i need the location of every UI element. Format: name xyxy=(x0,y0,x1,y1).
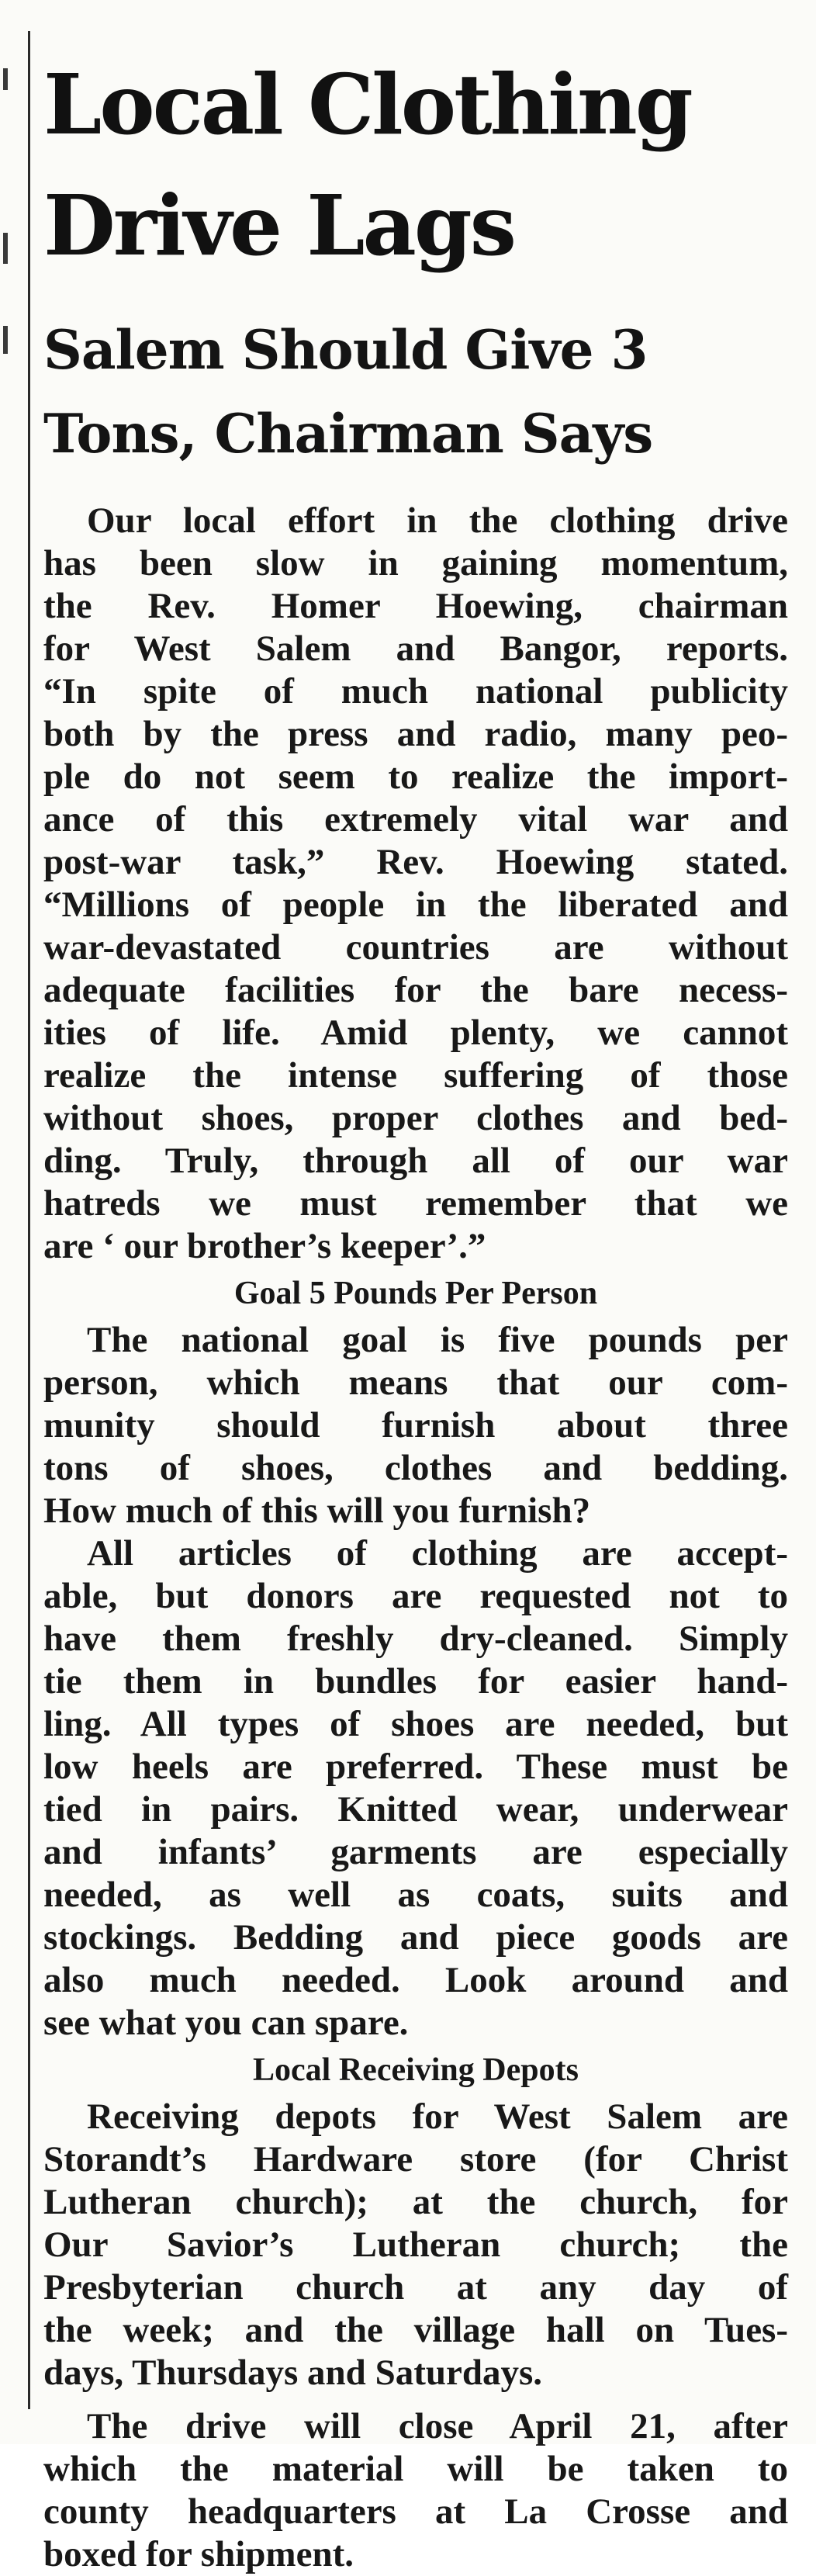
article-column xyxy=(43,45,788,2576)
text-line: hatreds we must remember that we xyxy=(43,1183,788,1224)
text-line: Lutheran church); at the church, for xyxy=(43,2182,788,2222)
text-line: the Rev. Homer Hoewing, chairman xyxy=(43,586,788,626)
text-line: both by the press and radio, many peo- xyxy=(43,714,788,754)
paragraph xyxy=(43,1532,788,2045)
text-line: “Millions of people in the liberated and xyxy=(43,885,788,925)
paragraph xyxy=(43,2405,788,2576)
text-line: have them freshly dry-cleaned. Simply xyxy=(43,1619,788,1659)
text-line: also much needed. Look around and xyxy=(43,1960,788,2000)
text-line: tie them in bundles for easier hand- xyxy=(43,1661,788,1702)
section-heading: Goal 5 Pounds Per Person xyxy=(233,1276,598,1311)
text-line: “In spite of much national publicity xyxy=(43,671,788,712)
column-rule xyxy=(28,31,30,2409)
text-line: Our Savior’s Lutheran church; the xyxy=(43,2225,788,2265)
text-line: All articles of clothing are accept- xyxy=(87,1533,788,1574)
text-line: stockings. Bedding and piece goods are xyxy=(43,1917,788,1958)
edge-mark xyxy=(3,326,8,354)
headline-line: Local Clothing xyxy=(43,57,691,154)
text-line: adequate facilities for the bare necess- xyxy=(43,970,788,1010)
text-line: ance of this extremely vital war and xyxy=(43,799,788,840)
text-line: How much of this will you furnish? xyxy=(43,1491,591,1531)
intro-paragraph xyxy=(43,500,788,1268)
text-line: Presbyterian church at any day of xyxy=(43,2267,788,2308)
paragraph-gap xyxy=(43,2394,788,2405)
edge-mark xyxy=(3,233,8,264)
headline-line: Drive Lags xyxy=(43,178,514,275)
text-line: without shoes, proper clothes and bed- xyxy=(43,1098,788,1138)
text-line: tons of shoes, clothes and bedding. xyxy=(43,1448,788,1488)
text-line: county headquarters at La Crosse and xyxy=(43,2491,788,2532)
text-line: war-devastated countries are without xyxy=(43,927,788,968)
text-line: for West Salem and Bangor, reports. xyxy=(43,628,788,669)
text-line: person, which means that our com- xyxy=(43,1362,788,1403)
subheadline-line: Salem Should Give 3 xyxy=(43,319,648,382)
text-line: days, Thursdays and Saturdays. xyxy=(43,2353,543,2393)
text-line: post-war task,” Rev. Hoewing stated. xyxy=(43,842,788,882)
subheadline xyxy=(43,309,788,476)
paragraph xyxy=(43,2096,788,2394)
subheadline-line: Tons, Chairman Says xyxy=(43,403,653,466)
text-line: low heels are preferred. These must be xyxy=(43,1747,788,1787)
text-line: The drive will close April 21, after xyxy=(87,2406,788,2446)
text-line: Storandt’s Hardware store (for Christ xyxy=(43,2139,788,2180)
paragraph xyxy=(43,1319,788,1532)
text-line: which the material will be taken to xyxy=(43,2449,788,2489)
text-line: Receiving depots for West Salem are xyxy=(87,2096,788,2137)
section-heading: Local Receiving Depots xyxy=(253,2052,579,2088)
edge-mark xyxy=(3,68,8,90)
text-line: ple do not seem to realize the import- xyxy=(43,757,788,797)
headline xyxy=(43,45,788,287)
text-line: ding. Truly, through all of our war xyxy=(43,1141,788,1181)
text-line: and infants’ garments are especially xyxy=(43,1832,788,1872)
text-line: boxed for shipment. xyxy=(43,2534,354,2574)
text-line: are ‘ our brother’s keeper’.” xyxy=(43,1226,486,1266)
text-line: tied in pairs. Knitted wear, underwear xyxy=(43,1789,788,1830)
text-line: The national goal is five pounds per xyxy=(87,1320,788,1360)
text-line: ities of life. Amid plenty, we cannot xyxy=(43,1013,788,1053)
text-line: the week; and the village hall on Tues- xyxy=(43,2310,788,2350)
text-line: realize the intense suffering of those xyxy=(43,1055,788,1096)
text-line: has been slow in gaining momentum, xyxy=(43,543,788,583)
text-line: ling. All types of shoes are needed, but xyxy=(43,1704,788,1744)
text-line: Our local effort in the clothing drive xyxy=(87,500,788,541)
text-line: needed, as well as coats, suits and xyxy=(43,1875,788,1915)
text-line: able, but donors are requested not to xyxy=(43,1576,788,1616)
text-line: see what you can spare. xyxy=(43,2003,409,2043)
text-line: munity should furnish about three xyxy=(43,1405,788,1446)
